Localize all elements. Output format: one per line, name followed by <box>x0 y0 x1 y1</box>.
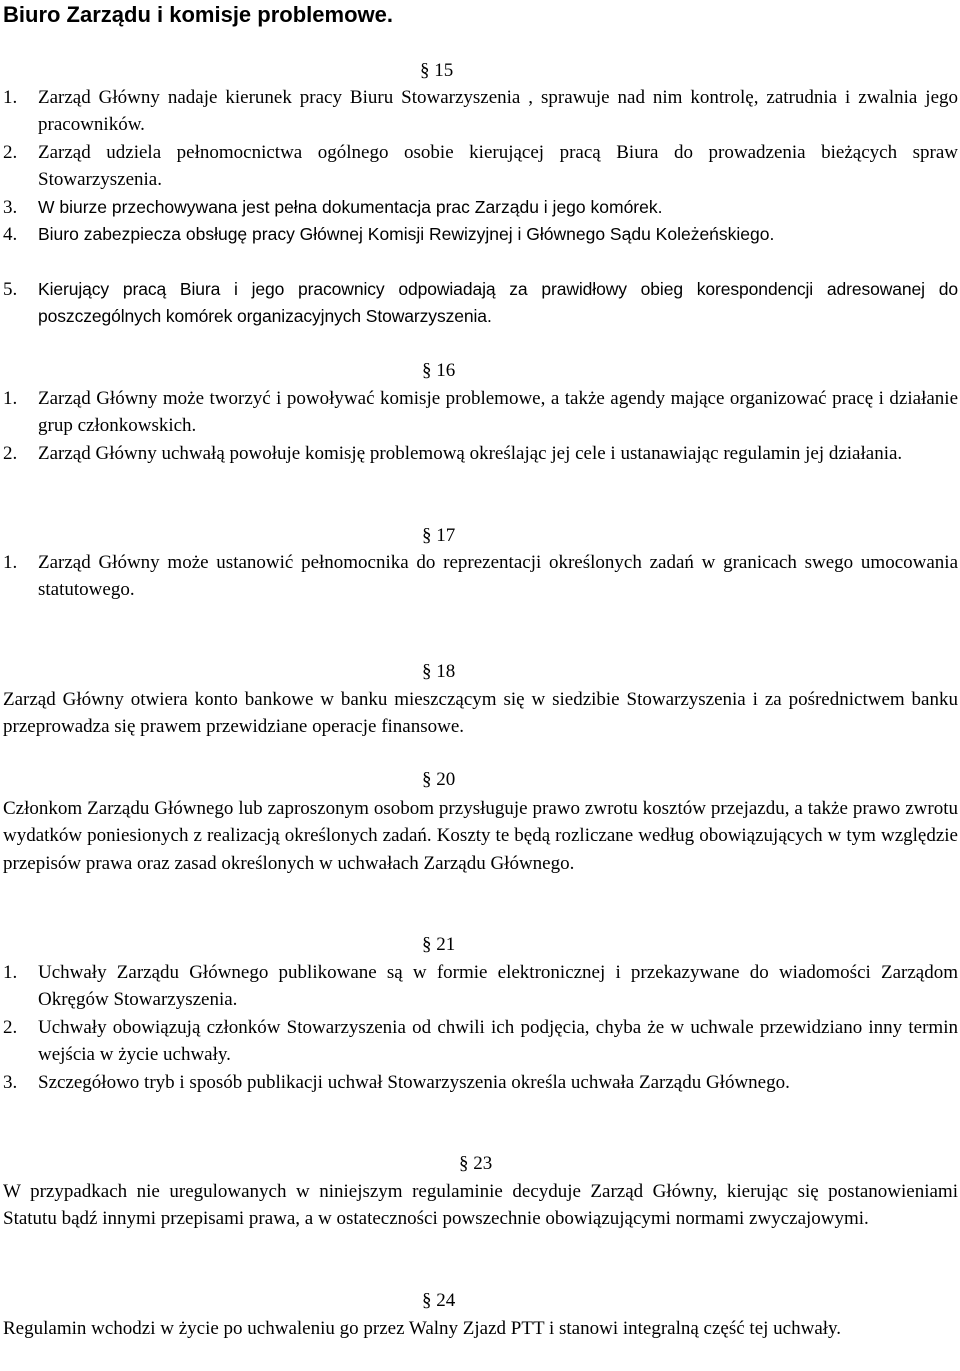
page-title: Biuro Zarządu i komisje problemowe. <box>3 2 393 27</box>
item-number: 4. <box>3 224 18 245</box>
list-item <box>0 549 958 604</box>
item-number: 1. <box>3 87 18 108</box>
list-item <box>0 1069 958 1096</box>
section-18-title: § 18 <box>422 661 456 682</box>
list-item <box>0 276 958 331</box>
item-number: 1. <box>3 552 18 573</box>
list-item <box>0 1014 958 1069</box>
list-item <box>0 440 958 467</box>
item-number: 2. <box>3 443 18 464</box>
item-text: Szczegółowo tryb i sposób publikacji uchwał Stowarzyszenia określa uchwała Zarządu Głównego. <box>38 1072 790 1093</box>
list-item <box>0 221 958 248</box>
item-text: Biuro zabezpiecza obsługę pracy Głównej Komisji Rewizyjnej i Głównego Sądu Koleżeńskiego. <box>38 224 775 244</box>
item-text: Zarząd Główny nadaje kierunek pracy Biuru Stowarzyszenia , sprawuje nad nim kontrolę, zatrudnia i zwalnia jego pracowników. <box>38 87 958 136</box>
section-16-title: § 16 <box>422 360 456 381</box>
item-number: 1. <box>3 962 18 983</box>
section-21-title: § 21 <box>422 934 456 955</box>
section-24-title: § 24 <box>422 1290 456 1311</box>
item-number: 3. <box>3 197 18 218</box>
section-20-text: Członkom Zarządu Głównego lub zaproszonym osobom przysługuje prawo zwrotu kosztów przejazdu, a także prawo zwrotu wydatków poniesionych z realizacją określonych zadań. Koszty te będą rozliczane według obowiązujących w tym względzie przepisów prawa oraz zasad określonych w uchwałach Zarządu Głównego. <box>3 798 958 874</box>
list-item <box>0 139 958 194</box>
section-20-title: § 20 <box>422 769 456 790</box>
item-number: 2. <box>3 1017 18 1038</box>
list-item <box>0 959 958 1014</box>
item-number: 5. <box>3 279 18 300</box>
item-text: Zarząd Główny może ustanowić pełnomocnika do reprezentacji określonych zadań w granicach swego umocowania statutowego. <box>38 552 958 601</box>
list-item <box>0 194 958 221</box>
item-text: Zarząd Główny uchwałą powołuje komisję problemową określając jej cele i ustanawiając regulamin jej działania. <box>38 443 903 464</box>
list-item <box>0 84 958 139</box>
item-text: Uchwały obowiązują członków Stowarzyszenia od chwili ich podjęcia, chyba że w uchwale przewidziano inny termin wejścia w życie uchwały. <box>38 1017 958 1066</box>
item-text: Uchwały Zarządu Głównego publikowane są w formie elektronicznej i przekazywane do wiadomości Zarządom Okręgów Stowarzyszenia. <box>38 962 958 1011</box>
section-18-text: Zarząd Główny otwiera konto bankowe w banku mieszczącym się w siedzibie Stowarzyszenia i za pośrednictwem banku przeprowadza się prawem przewidziane operacje finansowe. <box>3 689 958 738</box>
section-24-text: Regulamin wchodzi w życie po uchwaleniu go przez Walny Zjazd PTT i stanowi integralną część tej uchwały. <box>3 1318 842 1339</box>
section-23-title: § 23 <box>459 1153 493 1174</box>
item-text: Kierujący pracą Biura i jego pracownicy odpowiadają za prawidłowy obieg korespondencji adresowanej do poszczególnych komórek organizacyjnych Stowarzyszenia. <box>38 279 958 327</box>
item-number: 3. <box>3 1072 18 1093</box>
section-23-text: W przypadkach nie uregulowanych w niniejszym regulaminie decyduje Zarząd Główny, kierując się postanowieniami Statutu bądź innymi przepisami prawa, a w ostateczności powszechnie obowiązującymi normami zwyczajowymi. <box>3 1181 958 1230</box>
section-17-title: § 17 <box>422 525 456 546</box>
item-text: Zarząd Główny może tworzyć i powoływać komisje problemowe, a także agendy mające organizować pracę i działanie grup członkowskich. <box>38 388 958 437</box>
item-number: 1. <box>3 388 18 409</box>
item-text: Zarząd udziela pełnomocnictwa ogólnego osobie kierującej pracą Biura do prowadzenia bieżących spraw Stowarzyszenia. <box>38 142 958 191</box>
section-15-title: § 15 <box>420 60 454 81</box>
item-number: 2. <box>3 142 18 163</box>
list-item <box>0 385 958 440</box>
item-text: W biurze przechowywana jest pełna dokumentacja prac Zarządu i jego komórek. <box>38 197 663 217</box>
